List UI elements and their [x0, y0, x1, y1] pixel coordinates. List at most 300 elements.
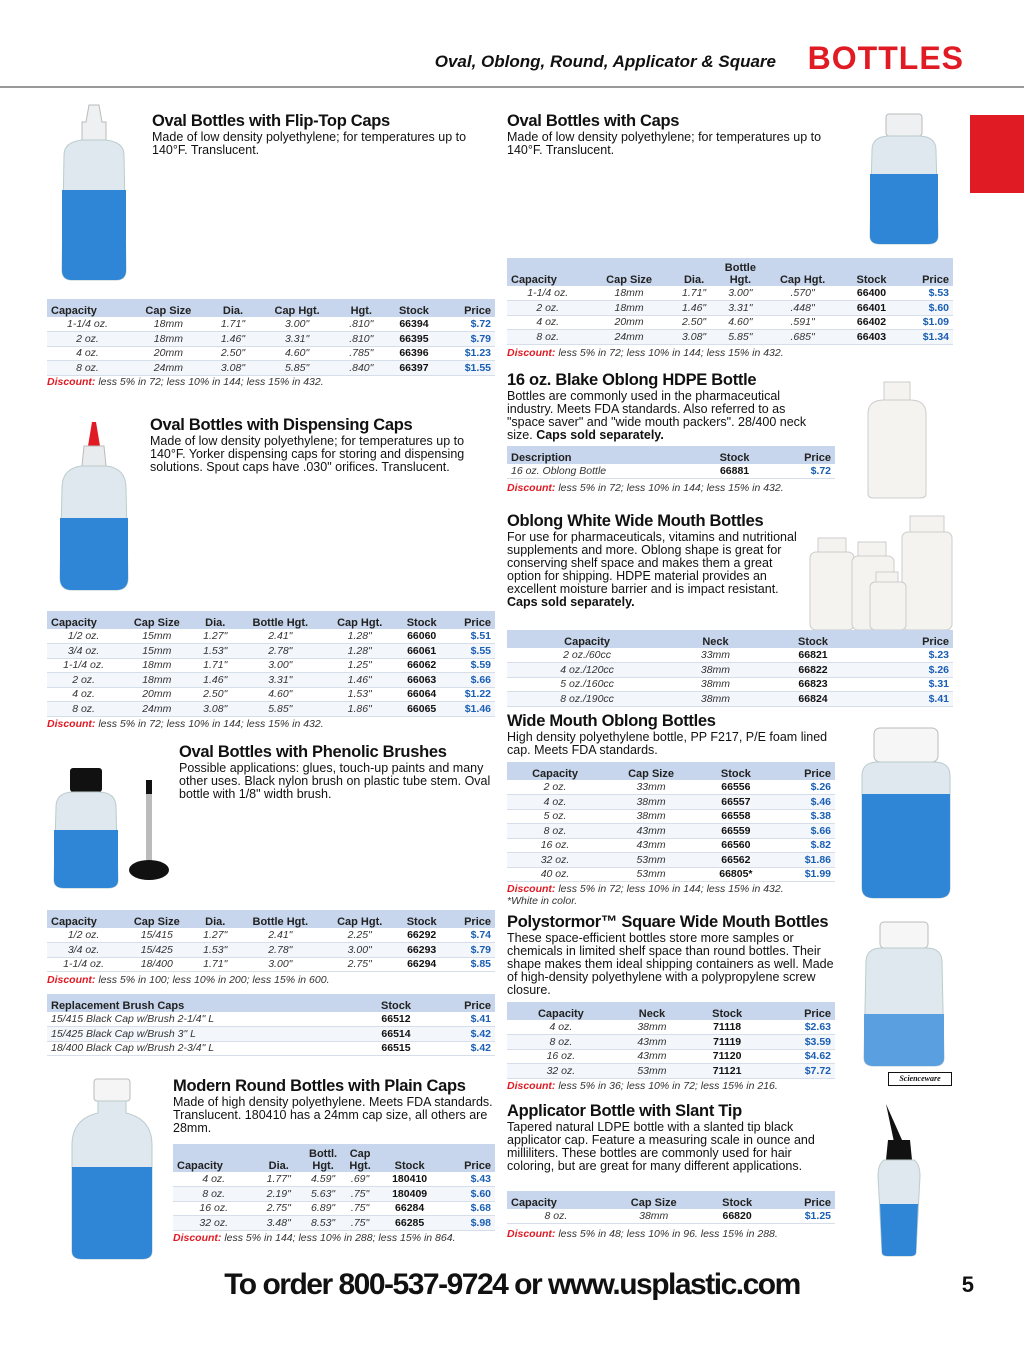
col-header: Cap Hgt.	[324, 910, 396, 928]
cell: 43mm	[603, 824, 699, 839]
cell: 1.28"	[324, 644, 396, 659]
discount-label: Discount:	[47, 974, 96, 986]
cell-stock: 66396	[385, 346, 442, 361]
cell: 2 oz.	[47, 673, 120, 688]
cell-stock: 66061	[396, 644, 448, 659]
cell-stock: 66821	[764, 648, 863, 663]
cell-price: $.59	[447, 658, 495, 673]
cell-stock: 66294	[396, 957, 448, 972]
cell: 6.89"	[303, 1201, 343, 1216]
cell: 53mm	[603, 867, 699, 882]
col-header: Stock	[361, 994, 431, 1012]
cell-price: $.72	[442, 317, 495, 332]
round-bottles-section	[173, 1077, 497, 1135]
cell-stock: 66063	[396, 673, 448, 688]
cell: .591"	[762, 315, 842, 330]
applicator-bottle-image	[866, 1100, 936, 1260]
table-row	[173, 1216, 495, 1231]
cell: 8 oz.	[173, 1187, 254, 1202]
cell: 1.71"	[193, 658, 237, 673]
discount-text: less 5% in 72; less 10% in 144; less 15% in 432.	[558, 347, 784, 359]
discount-text: less 5% in 72; less 10% in 144; less 15% in 432.	[558, 883, 784, 895]
cell: 32 oz.	[507, 853, 603, 868]
discount-label: Discount:	[173, 1232, 222, 1244]
section-title: Modern Round Bottles with Plain Caps	[173, 1077, 466, 1095]
cell-capacity: 1-1/4 oz.	[47, 317, 128, 332]
cell: 3/4 oz.	[47, 644, 120, 659]
col-header: Cap Size	[605, 1191, 703, 1209]
table-row	[47, 928, 495, 943]
oval-cap-bottle-image	[862, 108, 946, 248]
cell: 38mm	[605, 1209, 703, 1224]
cell: 5 oz.	[507, 809, 603, 824]
scienceware-logo: Scienceware	[888, 1072, 952, 1086]
discount-label: Discount:	[507, 883, 556, 895]
table-row	[507, 692, 953, 707]
brush-section	[179, 743, 497, 801]
cell: 2 oz.	[507, 301, 588, 316]
cell-hgt: .810"	[337, 332, 385, 347]
col-header: Capacity	[47, 299, 128, 317]
discount-line	[173, 1232, 455, 1244]
table-row	[507, 809, 835, 824]
col-header: Stock	[396, 910, 448, 928]
section-description: Possible applications: glues, touch-up paints and many other uses. Black nylon brush on plastic tube stem. Oval bottle with 1/8" width brush.	[179, 761, 491, 801]
cell-price: $.42	[431, 1027, 495, 1042]
wide-mouth-oblong-table	[507, 762, 835, 882]
table-row	[507, 1020, 835, 1035]
table-row	[507, 853, 835, 868]
cell-price: $.72	[770, 464, 835, 479]
cell: 2.75"	[254, 1201, 303, 1216]
table-row	[507, 663, 953, 678]
cell-price: $7.72	[765, 1064, 835, 1079]
cell-cap-hgt: 4.60"	[257, 346, 337, 361]
cell: 38mm	[615, 1020, 689, 1035]
desc-text: Bottles are commonly used in the pharmaceutical industry. Meets FDA standards. Also referred to as "space saver" and "wide mouth packers". 28/400 neck size.	[507, 389, 807, 442]
cell-stock: 66515	[361, 1041, 431, 1056]
cell-price: $.79	[442, 332, 495, 347]
col-header: Capacity	[507, 258, 588, 286]
cell-cap-hgt: 3.00"	[257, 317, 337, 332]
col-header: Replacement Brush Caps	[47, 994, 361, 1012]
cell: 16 oz. Oblong Bottle	[507, 464, 699, 479]
cell-stock: 180410	[377, 1172, 442, 1187]
dispensing-section	[150, 416, 480, 474]
cell: .69"	[343, 1172, 377, 1187]
cell: 5.85"	[237, 702, 323, 717]
table-row	[47, 346, 495, 361]
cell-stock: 71119	[689, 1035, 765, 1050]
table-row	[507, 838, 835, 853]
flip-top-bottle-image	[44, 100, 144, 290]
cell: 2.41"	[237, 928, 323, 943]
cell: 2.41"	[237, 629, 323, 644]
cell: .75"	[343, 1187, 377, 1202]
flip-top-table	[47, 299, 495, 376]
cell: 18/400	[120, 957, 193, 972]
cell: .570"	[762, 286, 842, 301]
table-row	[47, 629, 495, 644]
cell-dia: 3.08"	[209, 361, 257, 376]
cell: 32 oz.	[507, 1064, 615, 1079]
cell: 8 oz.	[47, 702, 120, 717]
table-row	[507, 795, 835, 810]
cell: 4 oz.	[47, 687, 120, 702]
col-header: Price	[772, 1191, 835, 1209]
col-header: Capacity	[507, 630, 667, 648]
oval-caps-table	[507, 258, 953, 345]
col-header: Stock	[764, 630, 863, 648]
cell: 18mm	[588, 301, 669, 316]
col-header: Price	[447, 910, 495, 928]
cell-hgt: .840"	[337, 361, 385, 376]
cell: 3.48"	[254, 1216, 303, 1231]
oblong-white-section	[507, 512, 807, 609]
cell-cap-size: 20mm	[128, 346, 209, 361]
cell: 3.00"	[718, 286, 762, 301]
section-title: Oval Bottles with Phenolic Brushes	[179, 743, 447, 761]
col-header: Stock	[699, 446, 770, 464]
cell-hgt: .785"	[337, 346, 385, 361]
discount-text: less 5% in 72; less 10% in 144; less 15% in 432.	[98, 718, 324, 730]
oblong-hdpe-bottle-image	[858, 378, 938, 502]
applicator-table	[507, 1191, 835, 1224]
cell-cap-size: 18mm	[128, 317, 209, 332]
discount-line	[507, 1080, 778, 1092]
section-description: Tapered natural LDPE bottle with a slanted tip black applicator cap. Feature a measuring scale in ounce and milliliters. These bottles are commonly used for hair coloring, but are great for many different applications.	[507, 1120, 815, 1173]
col-header: Bottle Hgt.	[237, 910, 323, 928]
cell: 38mm	[667, 677, 764, 692]
cell-price: $.41	[431, 1012, 495, 1027]
section-title: Oval Bottles with Dispensing Caps	[150, 416, 413, 434]
cell-price: $.82	[773, 838, 835, 853]
polystormor-section	[507, 913, 837, 997]
oblong-white-bottles-image	[806, 512, 966, 632]
table-row	[507, 1064, 835, 1079]
blake-oblong-section	[507, 371, 825, 442]
cell: .685"	[762, 330, 842, 345]
section-description: These space-efficient bottles store more samples or chemicals in limited shelf space than round bottles. Their shape makes them ideal shipping containers as well. Made of high-density polyethylene with a polypropylene screw closure.	[507, 931, 834, 997]
cell: 8 oz./190cc	[507, 692, 667, 707]
footnote: *White in color.	[507, 895, 578, 907]
cell-capacity: 2 oz.	[47, 332, 128, 347]
table-row	[507, 867, 835, 882]
cell: 5 oz./160cc	[507, 677, 667, 692]
table-row	[507, 464, 835, 479]
table-row	[507, 824, 835, 839]
table-row	[47, 361, 495, 376]
cell-stock: 66284	[377, 1201, 442, 1216]
table-row	[47, 1041, 495, 1056]
col-header: Stock	[699, 762, 773, 780]
discount-text: less 5% in 72; less 10% in 144; less 15% in 432.	[558, 482, 784, 494]
cell: 5.63"	[303, 1187, 343, 1202]
table-row	[47, 943, 495, 958]
table-row	[47, 673, 495, 688]
cell-capacity: 4 oz.	[47, 346, 128, 361]
cell: 20mm	[588, 315, 669, 330]
section-description: Made of low density polyethylene; for temperatures up to 140°F. Translucent.	[152, 130, 467, 157]
cell-stock: 66065	[396, 702, 448, 717]
cell: 1.86"	[324, 702, 396, 717]
cell: 38mm	[603, 795, 699, 810]
cell-price: $.98	[442, 1216, 495, 1231]
table-row	[173, 1187, 495, 1202]
cell-price: $.60	[442, 1187, 495, 1202]
discount-text: less 5% in 100; less 10% in 200; less 15% in 600.	[98, 974, 330, 986]
cell: 38mm	[603, 809, 699, 824]
cell-stock: 66293	[396, 943, 448, 958]
table-row	[507, 677, 953, 692]
cell-price: $1.86	[773, 853, 835, 868]
col-header: Price	[447, 611, 495, 629]
cell-price: $.68	[442, 1201, 495, 1216]
section-title: Wide Mouth Oblong Bottles	[507, 712, 716, 730]
col-header: Capacity	[507, 762, 603, 780]
col-header: Stock	[396, 611, 448, 629]
cell-stock: 66562	[699, 853, 773, 868]
dispensing-table	[47, 611, 495, 717]
header-rule	[0, 86, 1024, 88]
cell: 2 oz./60cc	[507, 648, 667, 663]
cell: 15/415	[120, 928, 193, 943]
cell-price: $.53	[900, 286, 953, 301]
cell: 8 oz.	[507, 1209, 605, 1224]
section-description: Made of low density polyethylene; for temperatures up to 140°F. Translucent.	[507, 130, 822, 157]
cell: 4 oz.	[507, 1020, 615, 1035]
discount-text: less 5% in 48; less 10% in 96. less 15% in 288.	[558, 1228, 778, 1240]
cell: 16 oz.	[507, 838, 603, 853]
cell: 4.59"	[303, 1172, 343, 1187]
cell-stock: 180409	[377, 1187, 442, 1202]
cell: 53mm	[603, 853, 699, 868]
cell: 4 oz.	[507, 795, 603, 810]
cell-price: $.23	[862, 648, 953, 663]
table-row	[47, 687, 495, 702]
cell: 1-1/4 oz.	[47, 658, 120, 673]
cell: .75"	[343, 1201, 377, 1216]
cell-price: $.60	[900, 301, 953, 316]
col-header: Dia.	[193, 910, 237, 928]
discount-label: Discount:	[507, 347, 556, 359]
cell-dia: 1.71"	[209, 317, 257, 332]
cell: 38mm	[667, 692, 764, 707]
cell-price: $.66	[773, 824, 835, 839]
table-row	[173, 1201, 495, 1216]
cell-stock: 66400	[843, 286, 900, 301]
col-header: Cap Hgt.	[257, 299, 337, 317]
cell-dia: 2.50"	[209, 346, 257, 361]
col-header: Price	[770, 446, 835, 464]
col-header: Stock	[377, 1144, 442, 1172]
cell: 3/4 oz.	[47, 943, 120, 958]
cell: 40 oz.	[507, 867, 603, 882]
cell: 1.46"	[324, 673, 396, 688]
table-row	[47, 644, 495, 659]
col-header: Dia.	[254, 1144, 303, 1172]
dispensing-cap-bottle-image	[44, 418, 144, 598]
cell-price: $2.63	[765, 1020, 835, 1035]
table-row	[507, 1049, 835, 1064]
section-description	[507, 531, 807, 609]
col-header: Cap Size	[128, 299, 209, 317]
cell: 4 oz.	[507, 315, 588, 330]
col-header: Capacity	[47, 611, 120, 629]
discount-label: Discount:	[507, 1080, 556, 1092]
cell-stock: 66514	[361, 1027, 431, 1042]
blake-oblong-table	[507, 446, 835, 479]
table-row	[507, 1209, 835, 1224]
section-description: Made of high density polyethylene. Meets FDA standards. Translucent. 180410 has a 24mm cap size, all others are 28mm.	[173, 1095, 493, 1135]
cell: 15/425 Black Cap w/Brush 3" L	[47, 1027, 361, 1042]
cell: 4.60"	[718, 315, 762, 330]
cell: 1.71"	[670, 286, 719, 301]
cell: 1.46"	[193, 673, 237, 688]
cell-stock: 66395	[385, 332, 442, 347]
cell-cap-size: 24mm	[128, 361, 209, 376]
cell: 1.71"	[193, 957, 237, 972]
col-header: Cap Size	[120, 611, 193, 629]
cell: 1.77"	[254, 1172, 303, 1187]
table-row	[507, 286, 953, 301]
polystormor-table	[507, 1002, 835, 1079]
cell-stock: 71120	[689, 1049, 765, 1064]
cell-price: $.46	[773, 795, 835, 810]
cell: 2 oz.	[507, 780, 603, 795]
cell: 43mm	[603, 838, 699, 853]
cell-price: $.41	[862, 692, 953, 707]
table-row	[47, 1012, 495, 1027]
cell-stock: 66820	[703, 1209, 772, 1224]
table-row	[507, 315, 953, 330]
col-header: Bottle Hgt.	[718, 258, 762, 286]
cell: 18/400 Black Cap w/Brush 2-3/4" L	[47, 1041, 361, 1056]
table-row	[507, 780, 835, 795]
cell: 3.08"	[670, 330, 719, 345]
cell-price: $1.09	[900, 315, 953, 330]
cell: .448"	[762, 301, 842, 316]
cell: 1.53"	[193, 644, 237, 659]
cell-price: $.79	[447, 943, 495, 958]
discount-line	[47, 974, 329, 986]
cell: 8 oz.	[507, 824, 603, 839]
section-tab	[970, 115, 1024, 193]
table-row	[47, 957, 495, 972]
cell: 16 oz.	[507, 1049, 615, 1064]
cell: 1.53"	[324, 687, 396, 702]
cell: 3.00"	[237, 658, 323, 673]
cell-price: $.43	[442, 1172, 495, 1187]
discount-line	[47, 718, 324, 730]
cell: 1.28"	[324, 629, 396, 644]
cell-cap-hgt: 5.85"	[257, 361, 337, 376]
cell: 3.00"	[237, 957, 323, 972]
col-header: Cap Hgt.	[324, 611, 396, 629]
table-row	[507, 1035, 835, 1050]
table-row	[47, 317, 495, 332]
cell: 1.27"	[193, 629, 237, 644]
col-header: Bottl. Hgt.	[303, 1144, 343, 1172]
col-header: Dia.	[193, 611, 237, 629]
discount-text: less 5% in 144; less 10% in 288; less 15% in 864.	[224, 1232, 456, 1244]
section-title: Oblong White Wide Mouth Bottles	[507, 512, 764, 530]
cell-price: $.26	[862, 663, 953, 678]
cell: 8.53"	[303, 1216, 343, 1231]
cell: 43mm	[615, 1035, 689, 1050]
cell-stock: 66292	[396, 928, 448, 943]
col-header: Price	[442, 299, 495, 317]
cell: 1/2 oz.	[47, 928, 120, 943]
col-header: Stock	[689, 1002, 765, 1020]
cell-dia: 1.46"	[209, 332, 257, 347]
cell: 1-1/4 oz.	[47, 957, 120, 972]
cell-stock: 66556	[699, 780, 773, 795]
cell-stock: 66881	[699, 464, 770, 479]
section-title: Oval Bottles with Caps	[507, 112, 680, 130]
cell-stock: 66560	[699, 838, 773, 853]
col-header: Price	[862, 630, 953, 648]
cell: 3.31"	[718, 301, 762, 316]
cell: 2.78"	[237, 644, 323, 659]
cell: 16 oz.	[173, 1201, 254, 1216]
desc-bold: Caps sold separately.	[536, 428, 664, 442]
cell-price: $.55	[447, 644, 495, 659]
col-header: Dia.	[670, 258, 719, 286]
cell: 5.85"	[718, 330, 762, 345]
cell: 1.27"	[193, 928, 237, 943]
cell: 2.25"	[324, 928, 396, 943]
cell: 15mm	[120, 629, 193, 644]
col-header: Stock	[385, 299, 442, 317]
cell-stock: 66397	[385, 361, 442, 376]
col-header: Cap Size	[120, 910, 193, 928]
header-title: BOTTLES	[807, 40, 964, 76]
table-row	[173, 1172, 495, 1187]
cell-stock: 66822	[764, 663, 863, 678]
cell: 3.00"	[324, 943, 396, 958]
cell-stock: 66823	[764, 677, 863, 692]
col-header: Hgt.	[337, 299, 385, 317]
cell: 24mm	[120, 702, 193, 717]
discount-line	[47, 376, 324, 388]
table-row	[507, 330, 953, 345]
discount-label: Discount:	[507, 482, 556, 494]
cell: 1.25"	[324, 658, 396, 673]
cell-stock: 66559	[699, 824, 773, 839]
section-title: Oval Bottles with Flip-Top Caps	[152, 112, 390, 130]
col-header: Capacity	[173, 1144, 254, 1172]
table-row	[47, 658, 495, 673]
cell-stock: 66402	[843, 315, 900, 330]
cell-stock: 66805*	[699, 867, 773, 882]
cell-stock: 66401	[843, 301, 900, 316]
discount-label: Discount:	[47, 718, 96, 730]
cell-stock: 71121	[689, 1064, 765, 1079]
discount-line	[507, 482, 784, 494]
table-row	[47, 332, 495, 347]
discount-line	[507, 1228, 778, 1240]
header-subtitle: Oval, Oblong, Round, Applicator & Square	[434, 52, 776, 71]
oblong-white-table	[507, 630, 953, 707]
cell: 43mm	[615, 1049, 689, 1064]
cell-price: $.38	[773, 809, 835, 824]
cell: 4 oz.	[173, 1172, 254, 1187]
section-title: 16 oz. Blake Oblong HDPE Bottle	[507, 371, 757, 389]
cell: 38mm	[667, 663, 764, 678]
cell-cap-hgt: 3.31"	[257, 332, 337, 347]
cell: 15/425	[120, 943, 193, 958]
